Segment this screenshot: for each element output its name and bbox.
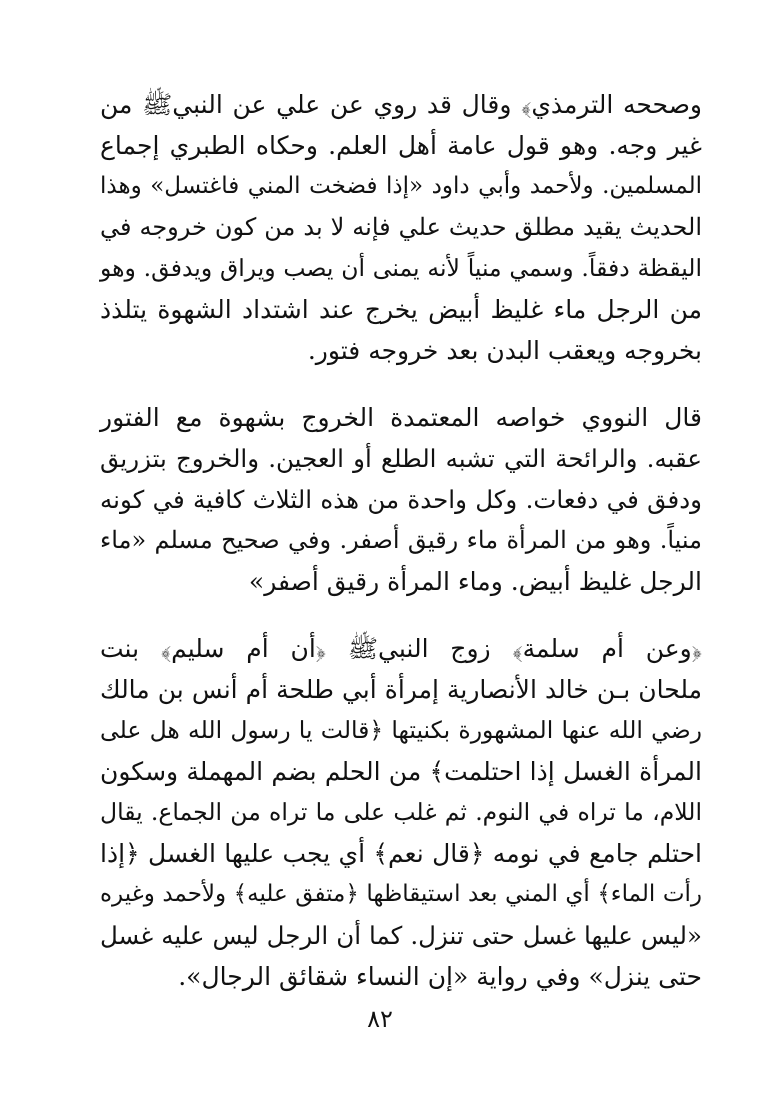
text-line: احتلم جامع في نومه ﴿قال نعم﴾ أي يجب عليها الغسل ﴿إذا xyxy=(100,839,702,868)
paragraph-1 xyxy=(100,84,702,371)
text-line: من الرجل ماء غليظ أبيض يخرج عند اشتداد الشهوة يتلذذ xyxy=(100,295,702,324)
text-line: اللام، ما تراه في النوم. ثم غلب على ما تراه من الجماع. يقال xyxy=(100,798,702,826)
text-line: المرأة الغسل إذا احتلمت﴾ من الحلم بضم المهملة وسكون xyxy=(100,757,702,786)
text-line: «ليس عليها غسل حتى تنزل. كما أن الرجل ليس عليه غسل xyxy=(100,921,702,950)
text-line: المسلمين. ولأحمد وأبي داود «إذا فضخت المني فاغتسل» وهذا xyxy=(100,173,702,199)
text-line: حتى ينزل» وفي رواية «إن النساء شقائق الرجال». xyxy=(178,962,702,991)
paragraph-2 xyxy=(100,397,702,602)
paragraph-spacer xyxy=(100,371,702,397)
page-number: ٨٢ xyxy=(367,1005,393,1033)
text-line: رأت الماء﴾ أي المني بعد استيقاظها ﴿متفق عليه﴾ ولأحمد وغيره xyxy=(100,881,702,907)
text-line: الحديث يقيد مطلق حديث علي فإنه لا بد من كون خروجه في xyxy=(100,213,702,241)
text-line: منياً. وهو من المرأة ماء رقيق أصفر. وفي صحيح مسلم «ماء xyxy=(100,526,702,554)
text-line: ﴿وعن أم سلمة﴾ زوج النبيﷺ ﴿أن أم سليم﴾ بنت xyxy=(100,634,702,663)
text-body xyxy=(100,84,702,997)
paragraph-3 xyxy=(100,628,702,997)
text-line: وصححه الترمذي﴾ وقال قد روي عن علي عن النبيﷺ من xyxy=(100,90,702,119)
text-line: قال النووي خواصه المعتمدة الخروج بشهوة مع الفتور xyxy=(100,403,702,432)
text-line: ملحان بـن خالد الأنصارية إمرأة أبي طلحة أم أنس بن مالك xyxy=(100,675,703,704)
text-line: عقبه. والرائحة التي تشبه الطلع أو العجين. والخروج بتزريق xyxy=(100,444,702,473)
text-line: بخروجه ويعقب البدن بعد خروجه فتور. xyxy=(307,336,702,365)
text-line: الرجل غليظ أبيض. وماء المرأة رقيق أصفر» xyxy=(248,567,702,596)
text-line: رضي الله عنها المشهورة بكنيتها ﴿قالت يا رسول الله هل على xyxy=(100,716,702,744)
paragraph-spacer xyxy=(100,602,702,628)
text-line: اليقظة دفقاً. وسمي منياً لأنه يمنى أن يصب ويراق ويدفق. وهو xyxy=(100,254,702,282)
text-line: ودفق في دفعات. وكل واحدة من هذه الثلاث كافية في كونه xyxy=(100,485,702,514)
text-line: غير وجه. وهو قول عامة أهل العلم. وحكاه الطبري إجماع xyxy=(100,131,702,160)
